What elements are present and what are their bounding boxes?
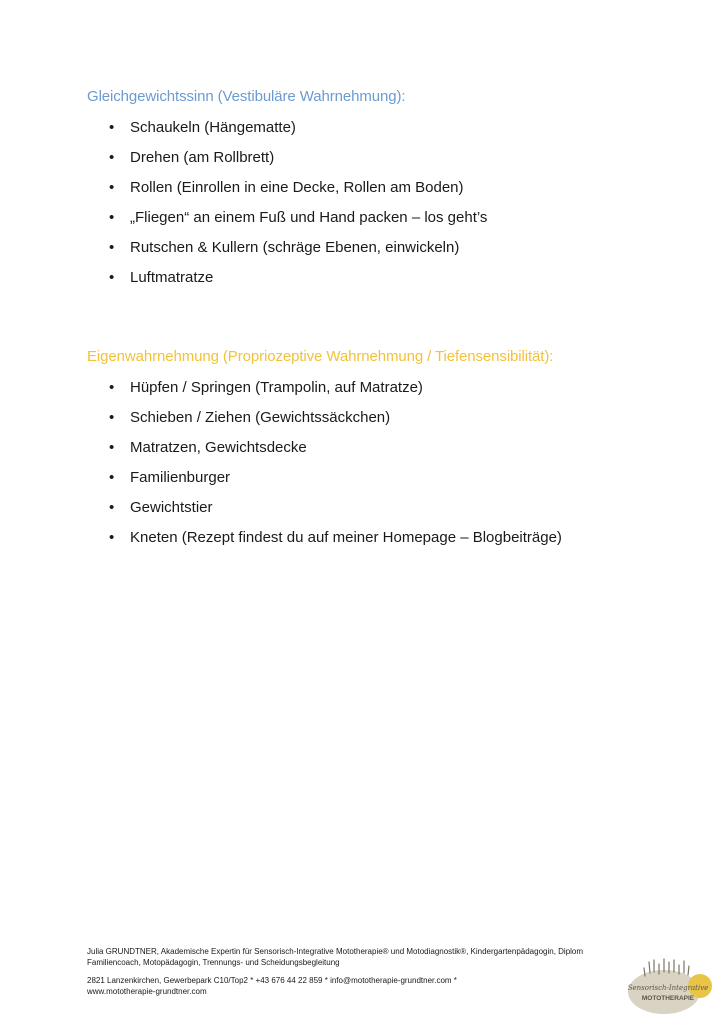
section-title-vestibular: Gleichgewichtssinn (Vestibuläre Wahrnehmung): xyxy=(87,88,406,105)
bullet: • xyxy=(109,239,115,256)
list-item-text: Schaukeln (Hängematte) xyxy=(130,119,296,136)
section-title-proprioceptive: Eigenwahrnehmung (Propriozeptive Wahrnehmung / Tiefensensibilität): xyxy=(87,348,554,365)
footer-credentials-line-2: Familiencoach, Motopädagogin, Trennungs- und Scheidungsbegleitung xyxy=(87,958,340,967)
page-footer xyxy=(87,946,647,997)
list-item-text: Kneten (Rezept findest du auf meiner Homepage – Blogbeiträge) xyxy=(130,529,562,546)
bullet: • xyxy=(109,269,115,286)
bullet: • xyxy=(109,469,115,486)
bullet: • xyxy=(109,209,115,226)
list-item-text: Familienburger xyxy=(130,469,231,486)
bullet: • xyxy=(109,379,115,396)
footer-credentials-line-1: Julia GRUNDTNER, Akademische Expertin für Sensorisch-Integrative Mototherapie® und Motodiagnostik®, Kindergartenpädagogin, Diplom xyxy=(87,947,584,956)
list-item-text: Drehen (am Rollbrett) xyxy=(130,149,275,166)
list-item-text: „Fliegen“ an einem Fuß und Hand packen – los geht’s xyxy=(130,209,488,226)
list-item-text: Hüpfen / Springen (Trampolin, auf Matratze) xyxy=(130,379,423,396)
list-item-text: Gewichtstier xyxy=(130,499,213,516)
bullet: • xyxy=(109,529,115,546)
list-item-text: Rutschen & Kullern (schräge Ebenen, einwickeln) xyxy=(130,239,460,256)
bullet: • xyxy=(109,149,115,166)
bullet: • xyxy=(109,179,115,196)
list-item-text: Luftmatratze xyxy=(130,269,214,286)
list-item-text: Rollen (Einrollen in eine Decke, Rollen am Boden) xyxy=(130,179,464,196)
logo-text-line-2: MOTOTHERAPIE xyxy=(641,995,695,1002)
list-item-text: Matratzen, Gewichtsdecke xyxy=(130,439,307,456)
bullet: • xyxy=(109,439,115,456)
footer-address-line: 2821 Lanzenkirchen, Gewerbepark C10/Top2 * +43 676 44 22 859 * info@mototherapie-grundtner.com * xyxy=(87,976,457,985)
list-item-text: Schieben / Ziehen (Gewichtssäckchen) xyxy=(130,409,391,426)
mototherapie-logo xyxy=(622,956,712,1016)
bullet: • xyxy=(109,409,115,426)
bullet: • xyxy=(109,119,115,136)
bullet: • xyxy=(109,499,115,516)
footer-website-line[interactable]: www.mototherapie-grundtner.com xyxy=(87,987,207,996)
logo-text-line-1: Sensorisch-Integrative xyxy=(627,984,709,992)
